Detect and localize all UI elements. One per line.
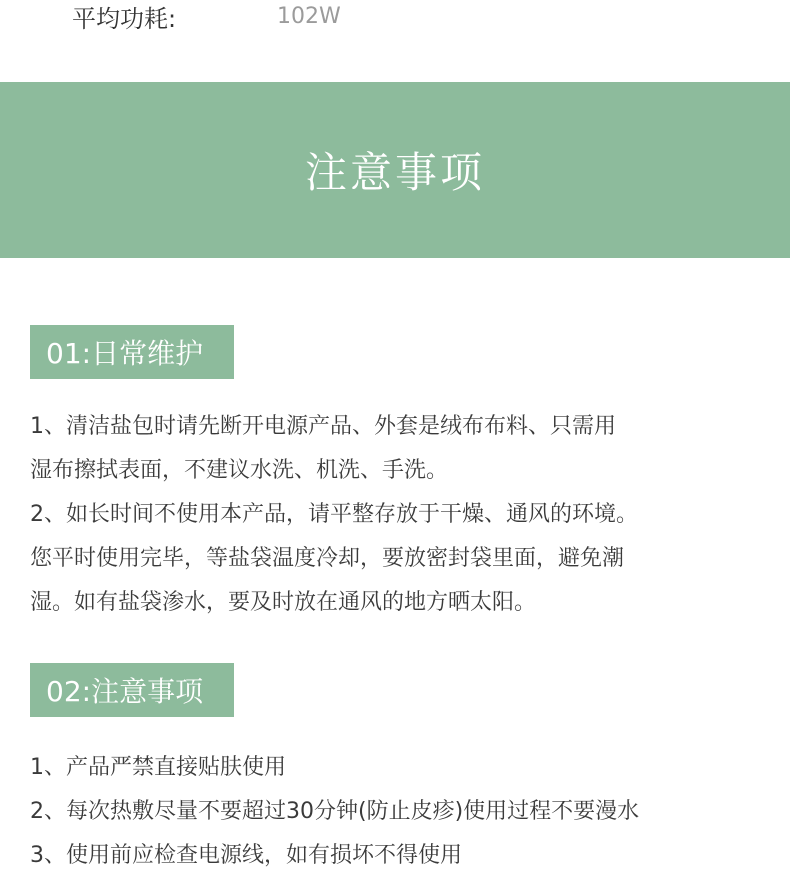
paragraph-line: 2、如长时间不使用本产品，请平整存放于干燥、通风的环境。 <box>30 502 638 527</box>
paragraph-line: 2、每次热敷尽量不要超过30分钟(防止皮疹)使用过程不要漫水 <box>30 799 640 824</box>
paragraph-line: 湿。如有盐袋渗水，要及时放在通风的地方晒太阳。 <box>30 590 537 615</box>
daily-maintenance-text <box>30 405 770 625</box>
precautions-text <box>30 746 770 878</box>
spec-value: 102W <box>277 3 341 29</box>
section-tag-precautions: 02:注意事项 <box>30 663 234 717</box>
paragraph-line: 3、使用前应检查电源线，如有损坏不得使用 <box>30 843 462 868</box>
section-tag-daily-maintenance: 01:日常维护 <box>30 325 234 379</box>
notice-banner <box>0 82 790 258</box>
paragraph-line: 1、清洁盐包时请先断开电源产品、外套是绒布布料、只需用 <box>30 414 616 439</box>
paragraph-line: 您平时使用完毕，等盐袋温度冷却，要放密封袋里面，避免潮 <box>30 546 625 571</box>
banner-title: 注意事项 <box>304 148 485 197</box>
spec-label: 平均功耗: <box>72 4 177 33</box>
spec-row <box>72 0 341 36</box>
paragraph-line: 湿布擦拭表面，不建议水洗、机洗、手洗。 <box>30 458 449 483</box>
paragraph-line: 1、产品严禁直接贴肤使用 <box>30 755 286 780</box>
